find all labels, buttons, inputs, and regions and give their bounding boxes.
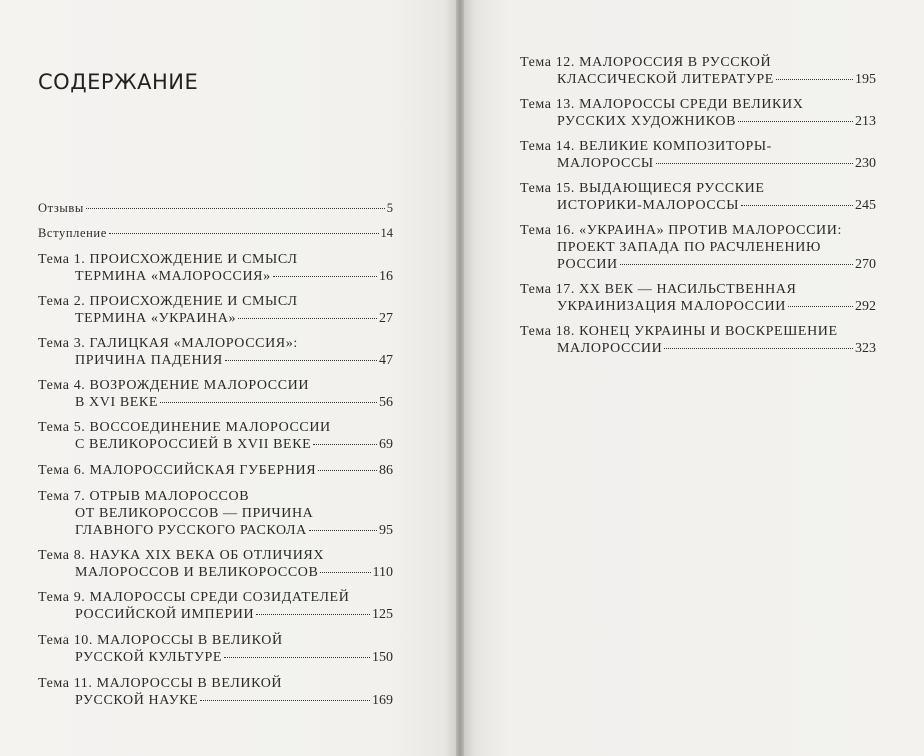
toc-entry-line xyxy=(38,564,393,581)
toc-page-number: 110 xyxy=(372,565,393,580)
toc-entry xyxy=(520,138,876,172)
dot-leader xyxy=(620,264,853,265)
dot-leader xyxy=(238,318,377,319)
toc-entry xyxy=(520,54,876,88)
toc-entry-title: Тема 4. ВОЗРОЖДЕНИЕ МАЛОРОССИИ xyxy=(38,378,310,393)
toc-entry-title: ПРОЕКТ ЗАПАДА ПО РАСЧЛЕНЕНИЮ xyxy=(557,240,821,255)
toc-entry-line xyxy=(38,589,393,606)
dot-leader xyxy=(313,444,377,445)
toc-entry-title: Тема 13. МАЛОРОССЫ СРЕДИ ВЕЛИКИХ xyxy=(520,97,804,112)
toc-page-number: 14 xyxy=(380,226,393,240)
toc-page-number: 150 xyxy=(372,650,393,665)
toc-right-column xyxy=(520,54,876,357)
toc-entry-line xyxy=(38,606,393,623)
toc-left-column xyxy=(38,200,393,709)
toc-entry xyxy=(38,462,393,479)
toc-entry-title: Тема 5. ВОССОЕДИНЕНИЕ МАЛОРОССИИ xyxy=(38,420,331,435)
toc-entry-title: ТЕРМИНА «УКРАИНА» xyxy=(75,311,237,326)
toc-page-number: 95 xyxy=(379,523,393,538)
toc-entry-title: Тема 8. НАУКА XIX ВЕКА ОБ ОТЛИЧИЯХ xyxy=(38,548,325,563)
toc-entry-title: УКРАИНИЗАЦИЯ МАЛОРОССИИ xyxy=(557,299,786,314)
toc-entry-title: РОССИЙСКОЙ ИМПЕРИИ xyxy=(75,607,255,622)
toc-entry-title: ТЕРМИНА «МАЛОРОССИЯ» xyxy=(75,269,271,284)
toc-entry-title: РУССКОЙ КУЛЬТУРЕ xyxy=(75,650,223,665)
toc-entry-line xyxy=(520,180,876,197)
toc-entry-line xyxy=(38,632,393,649)
toc-entry-line xyxy=(520,239,876,256)
toc-entry-line xyxy=(38,335,393,352)
toc-entry-title: Тема 9. МАЛОРОССЫ СРЕДИ СОЗИДАТЕЛЕЙ xyxy=(38,590,350,605)
dot-leader xyxy=(200,700,370,701)
toc-entry-line xyxy=(38,251,393,268)
dot-leader xyxy=(309,530,377,531)
toc-entry-title: КЛАССИЧЕСКОЙ ЛИТЕРАТУРЕ xyxy=(557,72,774,87)
toc-entry-title: Тема 17. XX ВЕК — НАСИЛЬСТВЕННАЯ xyxy=(520,282,797,297)
toc-entry xyxy=(38,632,393,666)
dot-leader xyxy=(160,402,377,403)
dot-leader xyxy=(225,360,377,361)
toc-page-number: 69 xyxy=(379,437,393,452)
dot-leader xyxy=(109,233,379,234)
toc-entry-title: ОТ ВЕЛИКОРОССОВ — ПРИЧИНА xyxy=(75,506,314,521)
dot-leader xyxy=(86,208,385,209)
toc-entry-title: РУССКОЙ НАУКЕ xyxy=(75,693,199,708)
toc-entry xyxy=(520,96,876,130)
toc-entry xyxy=(38,200,393,217)
toc-page-number: 169 xyxy=(372,693,393,708)
toc-entry-line xyxy=(38,649,393,666)
toc-entry-line xyxy=(520,340,876,357)
dot-leader xyxy=(256,614,370,615)
toc-entry-title: Тема 7. ОТРЫВ МАЛОРОССОВ xyxy=(38,489,250,504)
toc-entry-line xyxy=(520,96,876,113)
toc-entry-line xyxy=(520,298,876,315)
toc-entry xyxy=(38,251,393,285)
toc-entry-line xyxy=(520,197,876,214)
toc-entry-line xyxy=(520,54,876,71)
toc-entry-title: ГЛАВНОГО РУССКОГО РАСКОЛА xyxy=(75,523,307,538)
toc-entry-line xyxy=(38,522,393,539)
dot-leader xyxy=(788,306,853,307)
toc-page-number: 213 xyxy=(855,114,876,129)
toc-entry xyxy=(38,675,393,709)
toc-entry-line xyxy=(38,675,393,692)
toc-entry-line xyxy=(38,310,393,327)
toc-entry xyxy=(38,419,393,453)
toc-entry-title: Тема 6. МАЛОРОССИЙСКАЯ ГУБЕРНИЯ xyxy=(38,463,317,478)
toc-entry-line xyxy=(520,222,876,239)
toc-entry xyxy=(38,377,393,411)
toc-page-number: 5 xyxy=(386,201,393,215)
toc-entry-line xyxy=(38,419,393,436)
toc-page-number: 323 xyxy=(855,341,876,356)
contents-heading: СОДЕРЖАНИЕ xyxy=(38,70,199,94)
toc-page-number: 245 xyxy=(855,198,876,213)
toc-entry-title: ИСТОРИКИ-МАЛОРОССЫ xyxy=(557,198,740,213)
toc-entry-line xyxy=(38,547,393,564)
toc-entry-title: Тема 18. КОНЕЦ УКРАИНЫ И ВОСКРЕШЕНИЕ xyxy=(520,324,838,339)
dot-leader xyxy=(776,79,853,80)
toc-entry xyxy=(38,335,393,369)
toc-entry-title: РОССИИ xyxy=(557,257,618,272)
dot-leader xyxy=(741,205,853,206)
toc-page-number: 27 xyxy=(379,311,393,326)
toc-entry-title: Тема 1. ПРОИСХОЖДЕНИЕ И СМЫСЛ xyxy=(38,252,298,267)
toc-entry-line xyxy=(38,268,393,285)
toc-entry xyxy=(38,488,393,539)
toc-entry-line xyxy=(38,394,393,411)
toc-entry xyxy=(520,180,876,214)
toc-entry xyxy=(38,589,393,623)
toc-entry-line xyxy=(38,377,393,394)
toc-entry xyxy=(520,323,876,357)
book-gutter xyxy=(456,0,464,756)
dot-leader xyxy=(273,276,377,277)
toc-entry-title: Вступление xyxy=(38,226,107,240)
dot-leader xyxy=(738,121,853,122)
toc-entry-title: РУССКИХ ХУДОЖНИКОВ xyxy=(557,114,737,129)
toc-entry-line xyxy=(38,352,393,369)
toc-entry-title: Отзывы xyxy=(38,201,84,215)
toc-entry-line xyxy=(38,505,393,522)
toc-entry-title: Тема 3. ГАЛИЦКАЯ «МАЛОРОССИЯ»: xyxy=(38,336,298,351)
toc-entry-title: В XVI ВЕКЕ xyxy=(75,395,158,410)
toc-entry-line xyxy=(38,225,393,242)
dot-leader xyxy=(656,163,853,164)
dot-leader xyxy=(318,470,377,471)
toc-page-number: 230 xyxy=(855,156,876,171)
toc-page-number: 16 xyxy=(379,269,393,284)
toc-entry-title: МАЛОРОССОВ И ВЕЛИКОРОССОВ xyxy=(75,565,319,580)
toc-entry xyxy=(38,225,393,242)
toc-page-number: 47 xyxy=(379,353,393,368)
toc-entry-title: Тема 12. МАЛОРОССИЯ В РУССКОЙ xyxy=(520,55,772,70)
dot-leader xyxy=(224,657,370,658)
toc-entry-line xyxy=(520,71,876,88)
toc-entry-line xyxy=(520,256,876,273)
toc-entry-line xyxy=(520,155,876,172)
toc-page-number: 56 xyxy=(379,395,393,410)
dot-leader xyxy=(664,348,853,349)
toc-page-number: 292 xyxy=(855,299,876,314)
toc-entry-title: Тема 2. ПРОИСХОЖДЕНИЕ И СМЫСЛ xyxy=(38,294,298,309)
toc-entry-title: Тема 14. ВЕЛИКИЕ КОМПОЗИТОРЫ- xyxy=(520,139,772,154)
toc-entry-title: Тема 15. ВЫДАЮЩИЕСЯ РУССКИЕ xyxy=(520,181,765,196)
toc-entry-line xyxy=(520,323,876,340)
toc-entry-line xyxy=(38,436,393,453)
dot-leader xyxy=(320,572,370,573)
toc-entry-title: ПРИЧИНА ПАДЕНИЯ xyxy=(75,353,223,368)
toc-entry-line xyxy=(520,281,876,298)
toc-page-number: 125 xyxy=(372,607,393,622)
toc-entry-line xyxy=(520,138,876,155)
toc-entry-title: С ВЕЛИКОРОССИЕЙ В XVII ВЕКЕ xyxy=(75,437,312,452)
toc-entry-title: Тема 11. МАЛОРОССЫ В ВЕЛИКОЙ xyxy=(38,676,283,691)
toc-entry-line xyxy=(520,113,876,130)
toc-page-number: 86 xyxy=(379,463,393,478)
toc-entry-title: Тема 16. «УКРАИНА» ПРОТИВ МАЛОРОССИИ: xyxy=(520,223,842,238)
toc-page-number: 270 xyxy=(855,257,876,272)
toc-entry-title: МАЛОРОССИИ xyxy=(557,341,663,356)
toc-entry xyxy=(38,293,393,327)
toc-page-number: 195 xyxy=(855,72,876,87)
toc-entry-line xyxy=(38,200,393,217)
toc-entry-line xyxy=(38,462,393,479)
toc-entry-title: МАЛОРОССЫ xyxy=(557,156,654,171)
toc-entry-line xyxy=(38,293,393,310)
toc-entry xyxy=(38,547,393,581)
toc-entry-line xyxy=(38,692,393,709)
toc-entry-title: Тема 10. МАЛОРОССЫ В ВЕЛИКОЙ xyxy=(38,633,283,648)
toc-entry xyxy=(520,222,876,273)
toc-entry-line xyxy=(38,488,393,505)
toc-entry xyxy=(520,281,876,315)
